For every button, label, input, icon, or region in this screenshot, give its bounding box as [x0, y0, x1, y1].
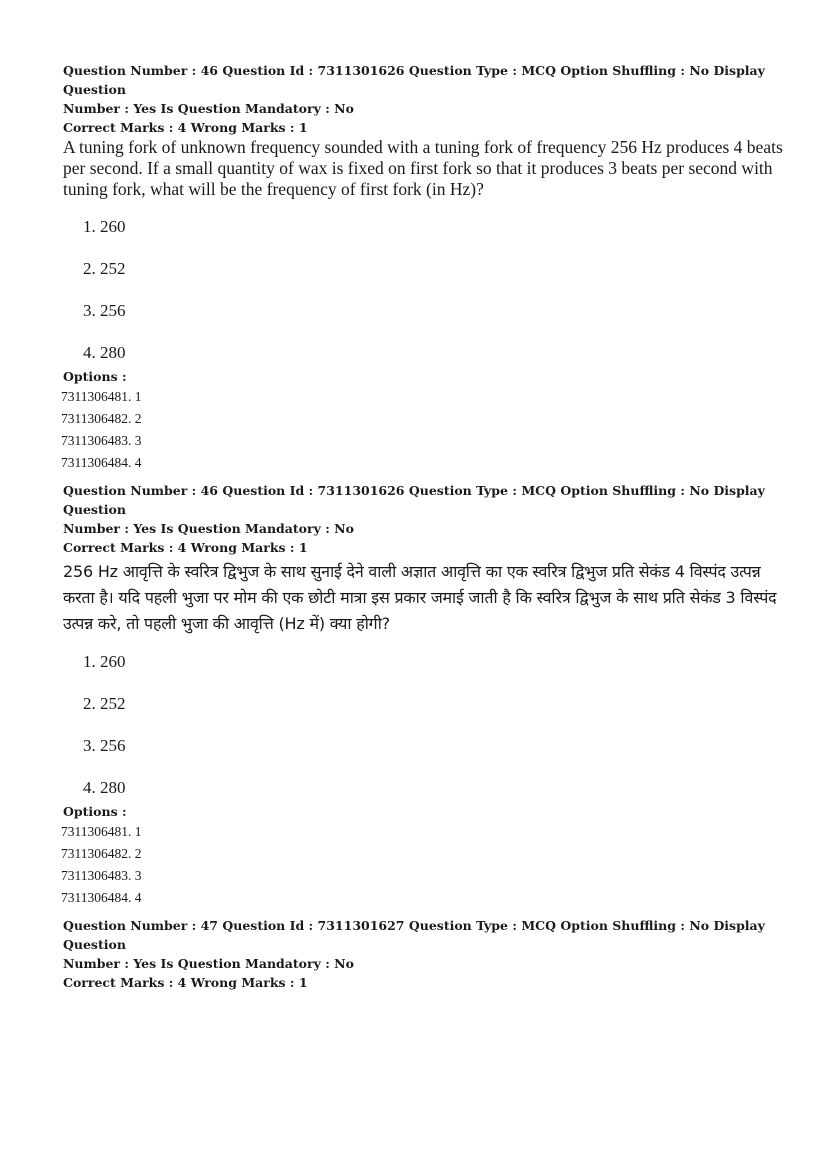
meta-line-1: Question Number : 46 Question Id : 7311301626 Question Type : MCQ Option Shuffling : No Display Question — [63, 63, 765, 97]
question-46-english — [63, 61, 783, 474]
question-meta — [63, 481, 783, 557]
meta-line-2: Number : Yes Is Question Mandatory : No — [63, 521, 354, 536]
option-id-2: 7311306482. 2 — [61, 846, 142, 861]
option-id-1: 7311306481. 1 — [61, 824, 142, 839]
question-meta — [63, 916, 783, 992]
options-label: Options : — [63, 369, 127, 384]
question-stem: 256 Hz आवृत्ति के स्वरित्र द्विभुज के साथ सुनाई देने वाली अज्ञात आवृत्ति का एक स्वरित्र द्विभुज प्रति सेकंड 4 विस्पंद उत्पन्न करता है। यदि पहली भुजा पर मोम की एक छोटी मात्रा इस प्रकार जमाई जाती है कि स्वरित्र द्विभुज के साथ प्रति सेकंड 3 विस्पंद उत्पन्न करे, तो पहली भुजा की आवृत्ति (Hz में) क्या होगी? — [63, 562, 777, 633]
meta-line-3: Correct Marks : 4 Wrong Marks : 1 — [63, 540, 308, 555]
option-id-3: 7311306483. 3 — [61, 433, 142, 448]
choice-2: 2. 252 — [83, 694, 126, 713]
option-id-3: 7311306483. 3 — [61, 868, 142, 883]
meta-line-2: Number : Yes Is Question Mandatory : No — [63, 956, 354, 971]
choice-4: 4. 280 — [83, 778, 126, 797]
options-label: Options : — [63, 804, 127, 819]
meta-line-1: Question Number : 46 Question Id : 7311301626 Question Type : MCQ Option Shuffling : No Display Question — [63, 483, 765, 517]
meta-line-3: Correct Marks : 4 Wrong Marks : 1 — [63, 975, 308, 990]
choice-3: 3. 256 — [83, 736, 126, 755]
choice-3: 3. 256 — [83, 301, 126, 320]
option-id-1: 7311306481. 1 — [61, 389, 142, 404]
option-id-4: 7311306484. 4 — [61, 455, 142, 470]
option-ids — [63, 386, 783, 474]
question-stem: A tuning fork of unknown frequency sounded with a tuning fork of frequency 256 Hz produces 4 beats per second. If a small quantity of wax is fixed on first fork so that it produces 3 beats per second with tuning fork, what will be the frequency of first fork (in Hz)? — [63, 137, 783, 199]
answer-choices — [63, 206, 783, 374]
choice-2: 2. 252 — [83, 259, 126, 278]
question-meta — [63, 61, 783, 137]
option-id-4: 7311306484. 4 — [61, 890, 142, 905]
choice-1: 1. 260 — [83, 217, 126, 236]
option-ids — [63, 821, 783, 909]
meta-line-2: Number : Yes Is Question Mandatory : No — [63, 101, 354, 116]
meta-line-3: Correct Marks : 4 Wrong Marks : 1 — [63, 120, 308, 135]
meta-line-1: Question Number : 47 Question Id : 7311301627 Question Type : MCQ Option Shuffling : No Display Question — [63, 918, 765, 952]
choice-4: 4. 280 — [83, 343, 126, 362]
question-46-hindi — [63, 481, 783, 909]
question-47 — [63, 916, 783, 992]
answer-choices — [63, 641, 783, 809]
choice-1: 1. 260 — [83, 652, 126, 671]
option-id-2: 7311306482. 2 — [61, 411, 142, 426]
